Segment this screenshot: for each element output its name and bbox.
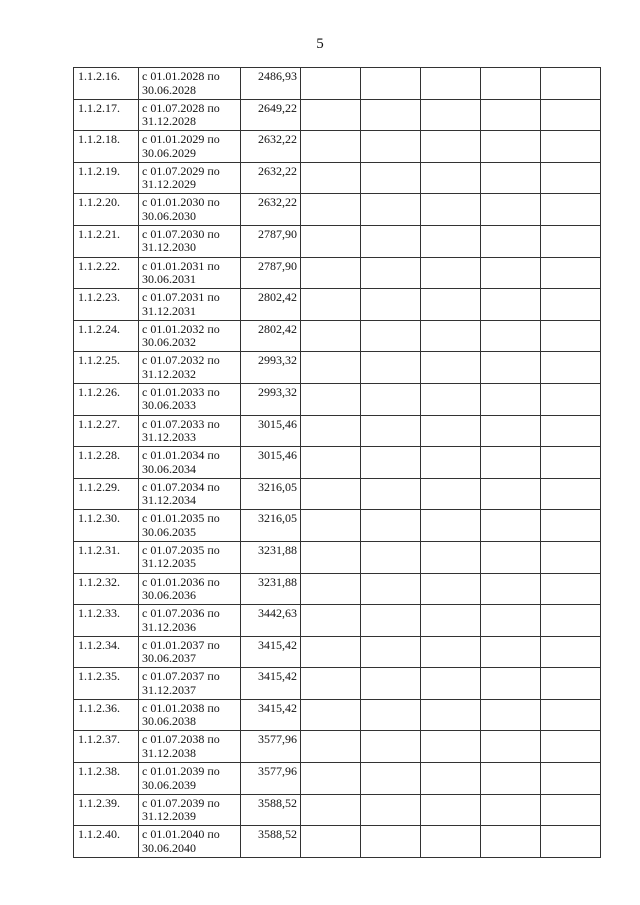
row-empty-cell <box>481 510 541 542</box>
row-empty-cell <box>541 573 601 605</box>
period-start-line: с 01.07.2038 по <box>142 732 220 747</box>
row-empty-cell <box>481 320 541 352</box>
row-empty-cell <box>361 731 421 763</box>
table-row <box>74 99 601 131</box>
row-empty-cell <box>301 510 361 542</box>
row-empty-cell <box>301 320 361 352</box>
row-empty-cell <box>541 383 601 415</box>
row-empty-cell <box>361 131 421 163</box>
row-empty-cell <box>481 731 541 763</box>
period-start-line: с 01.07.2031 по <box>142 290 220 305</box>
row-empty-cell <box>421 383 481 415</box>
period-start-line: с 01.01.2033 по <box>142 384 220 399</box>
row-empty-cell <box>421 131 481 163</box>
period-start-line: с 01.01.2036 по <box>142 574 220 589</box>
row-empty-cell <box>481 289 541 321</box>
row-empty-cell <box>361 605 421 637</box>
period-end-line: 30.06.2038 <box>142 714 196 729</box>
row-empty-cell <box>481 257 541 289</box>
row-value-cell: 2632,22 <box>241 194 301 226</box>
row-value-cell: 3015,46 <box>241 447 301 479</box>
table-row <box>74 668 601 700</box>
row-code-cell: 1.1.2.30. <box>74 510 139 542</box>
row-empty-cell <box>421 826 481 858</box>
row-empty-cell <box>421 68 481 100</box>
table-row <box>74 636 601 668</box>
row-value-cell: 2787,90 <box>241 257 301 289</box>
row-empty-cell <box>421 668 481 700</box>
period-start-line: с 01.07.2037 по <box>142 669 220 684</box>
row-value-cell: 2993,32 <box>241 383 301 415</box>
row-period-cell <box>139 731 241 763</box>
row-empty-cell <box>361 162 421 194</box>
row-code-cell: 1.1.2.25. <box>74 352 139 384</box>
row-empty-cell <box>541 99 601 131</box>
period-start-line: с 01.01.2029 по <box>142 132 220 147</box>
row-empty-cell <box>421 510 481 542</box>
row-period-cell <box>139 352 241 384</box>
row-empty-cell <box>541 415 601 447</box>
row-empty-cell <box>481 605 541 637</box>
period-end-line: 31.12.2029 <box>142 177 196 192</box>
row-empty-cell <box>541 668 601 700</box>
period-start-line: с 01.01.2037 по <box>142 637 220 652</box>
row-period-cell <box>139 510 241 542</box>
period-start-line: с 01.01.2040 по <box>142 827 220 842</box>
row-empty-cell <box>361 194 421 226</box>
row-empty-cell <box>301 699 361 731</box>
row-code-cell: 1.1.2.17. <box>74 99 139 131</box>
row-empty-cell <box>481 131 541 163</box>
row-period-cell <box>139 478 241 510</box>
row-code-cell: 1.1.2.39. <box>74 794 139 826</box>
row-empty-cell <box>541 478 601 510</box>
row-empty-cell <box>421 731 481 763</box>
period-start-line: с 01.01.2031 по <box>142 258 220 273</box>
row-value-cell: 3415,42 <box>241 699 301 731</box>
row-empty-cell <box>541 731 601 763</box>
table-row <box>74 225 601 257</box>
period-end-line: 30.06.2028 <box>142 82 196 97</box>
row-value-cell: 2486,93 <box>241 68 301 100</box>
row-empty-cell <box>481 699 541 731</box>
row-empty-cell <box>301 826 361 858</box>
row-period-cell <box>139 668 241 700</box>
row-empty-cell <box>421 763 481 795</box>
row-empty-cell <box>301 162 361 194</box>
row-value-cell: 3577,96 <box>241 731 301 763</box>
row-code-cell: 1.1.2.34. <box>74 636 139 668</box>
table-row <box>74 131 601 163</box>
row-code-cell: 1.1.2.29. <box>74 478 139 510</box>
row-empty-cell <box>541 289 601 321</box>
row-empty-cell <box>301 573 361 605</box>
row-empty-cell <box>481 383 541 415</box>
row-empty-cell <box>301 131 361 163</box>
row-empty-cell <box>481 478 541 510</box>
row-value-cell: 2993,32 <box>241 352 301 384</box>
row-empty-cell <box>421 257 481 289</box>
row-value-cell: 3216,05 <box>241 478 301 510</box>
row-period-cell <box>139 605 241 637</box>
period-end-line: 31.12.2031 <box>142 303 196 318</box>
row-empty-cell <box>421 162 481 194</box>
period-end-line: 31.12.2038 <box>142 745 196 760</box>
row-value-cell: 2632,22 <box>241 162 301 194</box>
period-end-line: 30.06.2037 <box>142 651 196 666</box>
row-code-cell: 1.1.2.36. <box>74 699 139 731</box>
period-start-line: с 01.07.2030 по <box>142 226 220 241</box>
period-start-line: с 01.07.2032 по <box>142 353 220 368</box>
table-row <box>74 573 601 605</box>
period-start-line: с 01.07.2033 по <box>142 416 220 431</box>
row-empty-cell <box>541 794 601 826</box>
table-row <box>74 699 601 731</box>
row-value-cell: 2787,90 <box>241 225 301 257</box>
period-end-line: 30.06.2035 <box>142 524 196 539</box>
row-period-cell <box>139 573 241 605</box>
row-empty-cell <box>301 478 361 510</box>
row-empty-cell <box>421 573 481 605</box>
period-start-line: с 01.07.2028 по <box>142 100 220 115</box>
period-end-line: 31.12.2032 <box>142 366 196 381</box>
row-value-cell: 3588,52 <box>241 826 301 858</box>
row-empty-cell <box>481 225 541 257</box>
row-empty-cell <box>301 636 361 668</box>
row-empty-cell <box>481 194 541 226</box>
table-row <box>74 763 601 795</box>
row-period-cell <box>139 415 241 447</box>
row-empty-cell <box>361 763 421 795</box>
row-empty-cell <box>481 763 541 795</box>
row-code-cell: 1.1.2.16. <box>74 68 139 100</box>
period-start-line: с 01.01.2038 по <box>142 700 220 715</box>
row-empty-cell <box>301 68 361 100</box>
row-empty-cell <box>541 131 601 163</box>
row-empty-cell <box>301 352 361 384</box>
row-empty-cell <box>421 447 481 479</box>
row-code-cell: 1.1.2.31. <box>74 541 139 573</box>
row-period-cell <box>139 289 241 321</box>
period-end-line: 31.12.2037 <box>142 682 196 697</box>
period-end-line: 30.06.2033 <box>142 398 196 413</box>
row-value-cell: 2802,42 <box>241 289 301 321</box>
row-empty-cell <box>301 415 361 447</box>
period-end-line: 30.06.2036 <box>142 588 196 602</box>
period-end-line: 31.12.2039 <box>142 809 196 824</box>
row-value-cell: 2802,42 <box>241 320 301 352</box>
row-empty-cell <box>361 257 421 289</box>
period-start-line: с 01.01.2034 по <box>142 448 220 463</box>
row-value-cell: 3415,42 <box>241 636 301 668</box>
row-period-cell <box>139 68 241 100</box>
row-empty-cell <box>421 352 481 384</box>
row-empty-cell <box>541 225 601 257</box>
row-empty-cell <box>541 352 601 384</box>
row-value-cell: 3216,05 <box>241 510 301 542</box>
row-value-cell: 3231,88 <box>241 541 301 573</box>
period-start-line: с 01.07.2029 по <box>142 163 220 178</box>
row-empty-cell <box>361 541 421 573</box>
table-row <box>74 794 601 826</box>
row-empty-cell <box>541 68 601 100</box>
row-code-cell: 1.1.2.32. <box>74 573 139 605</box>
row-empty-cell <box>541 763 601 795</box>
row-empty-cell <box>301 605 361 637</box>
row-period-cell <box>139 763 241 795</box>
row-empty-cell <box>361 320 421 352</box>
row-period-cell <box>139 826 241 858</box>
period-end-line: 30.06.2031 <box>142 272 196 287</box>
row-empty-cell <box>481 573 541 605</box>
table-row <box>74 194 601 226</box>
row-empty-cell <box>421 320 481 352</box>
period-end-line: 31.12.2034 <box>142 493 196 508</box>
row-value-cell: 3577,96 <box>241 763 301 795</box>
period-end-line: 30.06.2040 <box>142 840 196 855</box>
period-end-line: 31.12.2033 <box>142 430 196 445</box>
row-code-cell: 1.1.2.21. <box>74 225 139 257</box>
period-end-line: 31.12.2035 <box>142 556 196 571</box>
row-empty-cell <box>301 289 361 321</box>
period-start-line: с 01.01.2030 по <box>142 195 220 210</box>
row-empty-cell <box>541 636 601 668</box>
period-start-line: с 01.07.2036 по <box>142 606 220 621</box>
row-code-cell: 1.1.2.35. <box>74 668 139 700</box>
table-row <box>74 415 601 447</box>
period-end-line: 31.12.2028 <box>142 114 196 129</box>
row-empty-cell <box>361 699 421 731</box>
row-code-cell: 1.1.2.19. <box>74 162 139 194</box>
row-empty-cell <box>361 225 421 257</box>
row-empty-cell <box>361 668 421 700</box>
table-row <box>74 605 601 637</box>
row-code-cell: 1.1.2.26. <box>74 383 139 415</box>
table-row <box>74 826 601 858</box>
row-empty-cell <box>481 162 541 194</box>
page-number: 5 <box>316 36 324 52</box>
row-value-cell: 3415,42 <box>241 668 301 700</box>
row-empty-cell <box>421 289 481 321</box>
row-empty-cell <box>361 289 421 321</box>
row-period-cell <box>139 162 241 194</box>
row-empty-cell <box>481 636 541 668</box>
row-period-cell <box>139 320 241 352</box>
row-code-cell: 1.1.2.24. <box>74 320 139 352</box>
table-row <box>74 320 601 352</box>
row-empty-cell <box>361 383 421 415</box>
row-empty-cell <box>541 605 601 637</box>
table-row <box>74 510 601 542</box>
table-row <box>74 289 601 321</box>
row-code-cell: 1.1.2.38. <box>74 763 139 795</box>
row-empty-cell <box>541 699 601 731</box>
row-empty-cell <box>481 415 541 447</box>
row-code-cell: 1.1.2.27. <box>74 415 139 447</box>
row-empty-cell <box>301 225 361 257</box>
row-empty-cell <box>541 510 601 542</box>
row-code-cell: 1.1.2.22. <box>74 257 139 289</box>
period-start-line: с 01.01.2039 по <box>142 764 220 779</box>
row-empty-cell <box>361 510 421 542</box>
row-empty-cell <box>421 794 481 826</box>
table-row <box>74 68 601 100</box>
row-empty-cell <box>361 826 421 858</box>
row-value-cell: 3015,46 <box>241 415 301 447</box>
row-period-cell <box>139 225 241 257</box>
period-start-line: с 01.01.2032 по <box>142 321 220 336</box>
period-start-line: с 01.07.2039 по <box>142 795 220 810</box>
period-start-line: с 01.07.2034 по <box>142 479 220 494</box>
row-empty-cell <box>301 731 361 763</box>
row-empty-cell <box>301 194 361 226</box>
row-empty-cell <box>541 826 601 858</box>
table-row <box>74 447 601 479</box>
period-end-line: 30.06.2029 <box>142 145 196 160</box>
row-value-cell: 2649,22 <box>241 99 301 131</box>
row-empty-cell <box>421 99 481 131</box>
table-row <box>74 352 601 384</box>
row-empty-cell <box>301 257 361 289</box>
period-start-line: с 01.01.2035 по <box>142 511 220 526</box>
row-empty-cell <box>541 541 601 573</box>
period-start-line: с 01.01.2028 по <box>142 69 220 83</box>
row-value-cell: 3231,88 <box>241 573 301 605</box>
row-value-cell: 3588,52 <box>241 794 301 826</box>
period-end-line: 30.06.2030 <box>142 208 196 223</box>
row-empty-cell <box>421 605 481 637</box>
row-empty-cell <box>481 447 541 479</box>
row-empty-cell <box>481 794 541 826</box>
row-empty-cell <box>481 352 541 384</box>
table-row <box>74 731 601 763</box>
row-code-cell: 1.1.2.33. <box>74 605 139 637</box>
tariff-table <box>73 67 601 858</box>
row-period-cell <box>139 794 241 826</box>
row-empty-cell <box>541 320 601 352</box>
row-empty-cell <box>421 225 481 257</box>
period-end-line: 30.06.2032 <box>142 335 196 350</box>
row-empty-cell <box>301 763 361 795</box>
row-period-cell <box>139 447 241 479</box>
row-empty-cell <box>361 68 421 100</box>
row-empty-cell <box>541 447 601 479</box>
row-empty-cell <box>421 194 481 226</box>
row-code-cell: 1.1.2.18. <box>74 131 139 163</box>
row-empty-cell <box>301 541 361 573</box>
row-code-cell: 1.1.2.28. <box>74 447 139 479</box>
row-period-cell <box>139 636 241 668</box>
row-period-cell <box>139 699 241 731</box>
period-start-line: с 01.07.2035 по <box>142 542 220 557</box>
row-period-cell <box>139 383 241 415</box>
period-end-line: 30.06.2034 <box>142 461 196 476</box>
row-period-cell <box>139 194 241 226</box>
table-row <box>74 257 601 289</box>
row-value-cell: 2632,22 <box>241 131 301 163</box>
table-row <box>74 541 601 573</box>
row-empty-cell <box>481 668 541 700</box>
row-empty-cell <box>541 194 601 226</box>
row-empty-cell <box>301 99 361 131</box>
row-period-cell <box>139 541 241 573</box>
row-empty-cell <box>361 794 421 826</box>
tariff-table-body <box>74 68 601 858</box>
row-empty-cell <box>361 636 421 668</box>
period-end-line: 31.12.2036 <box>142 619 196 634</box>
row-empty-cell <box>361 447 421 479</box>
row-code-cell: 1.1.2.23. <box>74 289 139 321</box>
row-empty-cell <box>361 573 421 605</box>
row-value-cell: 3442,63 <box>241 605 301 637</box>
row-empty-cell <box>541 257 601 289</box>
row-empty-cell <box>301 668 361 700</box>
row-period-cell <box>139 257 241 289</box>
table-row <box>74 478 601 510</box>
row-empty-cell <box>481 826 541 858</box>
row-code-cell: 1.1.2.37. <box>74 731 139 763</box>
row-empty-cell <box>301 447 361 479</box>
row-empty-cell <box>361 478 421 510</box>
period-end-line: 30.06.2039 <box>142 777 196 792</box>
row-period-cell <box>139 99 241 131</box>
row-period-cell <box>139 131 241 163</box>
table-row <box>74 162 601 194</box>
row-empty-cell <box>361 99 421 131</box>
period-end-line: 31.12.2030 <box>142 240 196 255</box>
row-empty-cell <box>541 162 601 194</box>
row-empty-cell <box>421 699 481 731</box>
row-empty-cell <box>421 478 481 510</box>
row-empty-cell <box>481 541 541 573</box>
row-empty-cell <box>361 415 421 447</box>
row-empty-cell <box>481 68 541 100</box>
row-empty-cell <box>301 383 361 415</box>
row-empty-cell <box>421 636 481 668</box>
row-code-cell: 1.1.2.40. <box>74 826 139 858</box>
table-row <box>74 383 601 415</box>
row-empty-cell <box>361 352 421 384</box>
row-empty-cell <box>421 415 481 447</box>
row-code-cell: 1.1.2.20. <box>74 194 139 226</box>
row-empty-cell <box>421 541 481 573</box>
row-empty-cell <box>481 99 541 131</box>
row-empty-cell <box>301 794 361 826</box>
